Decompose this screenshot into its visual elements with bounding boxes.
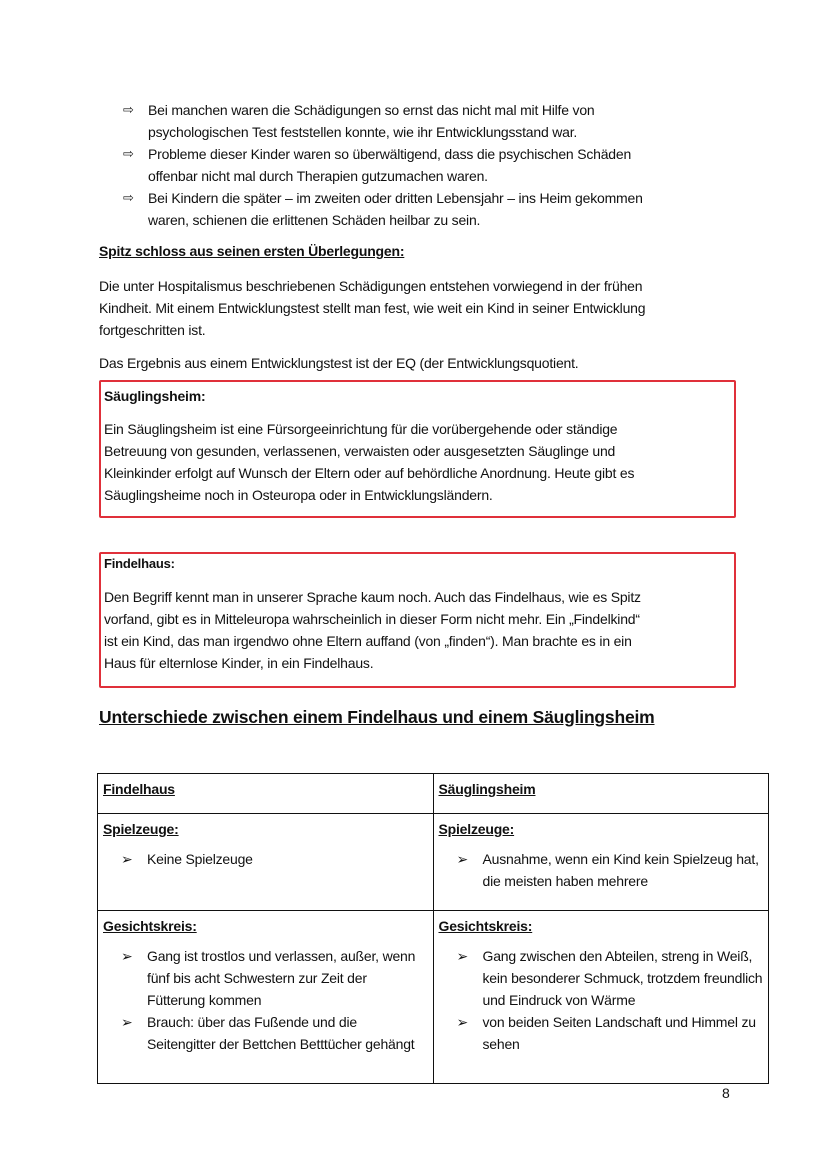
- list-item: [121, 945, 428, 1011]
- table-header-row: [98, 774, 769, 814]
- spitz-para-line: Die unter Hospitalismus beschriebenen Schädigungen entstehen vorwiegend in der frühen: [99, 278, 643, 294]
- table-cell: [98, 814, 434, 911]
- table-cell: [98, 911, 434, 1084]
- bullet-line: waren, schienen die erlittenen Schäden heilbar zu sein.: [148, 212, 481, 228]
- list-item: [121, 1011, 428, 1055]
- list-item-text: Ausnahme, wenn ein Kind kein Spielzeug hat, die meisten haben mehrere: [482, 851, 759, 889]
- list-item: [456, 945, 764, 1011]
- list-item-text: Gang zwischen den Abteilen, streng in Weiß, kein besonderer Schmuck, trotzdem freundlich und Eindruck von Wärme: [482, 948, 763, 1008]
- box-line: Kleinkinder erfolgt auf Wunsch der Eltern oder auf behördliche Anordnung. Heute gibt es: [104, 465, 635, 481]
- arrowhead-bullet-icon: ➢: [456, 1014, 469, 1030]
- arrowhead-bullet-icon: ➢: [121, 1014, 133, 1030]
- spitz-para-line: fortgeschritten ist.: [99, 322, 206, 338]
- list-item-text: von beiden Seiten Landschaft und Himmel zu sehen: [482, 1014, 756, 1052]
- eq-paragraph: Das Ergebnis aus einem Entwicklungstest ist der EQ (der Entwicklungsquotient.: [99, 355, 579, 371]
- box-line: Betreuung von gesunden, verlassenen, verwaisten oder ausgesetzten Säuglinge und: [104, 443, 616, 459]
- table-cell: [433, 814, 769, 911]
- bullet-line: Bei Kindern die später – im zweiten oder dritten Lebensjahr – ins Heim gekommen: [148, 190, 643, 206]
- cell-label: Spielzeuge:: [438, 821, 515, 837]
- box-line: Haus für elternlose Kinder, in ein Findelhaus.: [104, 655, 374, 671]
- table-row: [98, 911, 769, 1084]
- arrow-bullet-icon: ⇨: [123, 146, 134, 161]
- list-item: [456, 848, 764, 892]
- spitz-heading: Spitz schloss aus seinen ersten Überlegungen:: [99, 243, 405, 259]
- table-header-cell: [98, 774, 434, 814]
- bullet-line: Probleme dieser Kinder waren so überwältigend, dass die psychischen Schäden: [148, 146, 632, 162]
- table-header-cell: [433, 774, 769, 814]
- arrowhead-bullet-icon: ➢: [121, 948, 133, 964]
- spitz-para-line: Kindheit. Mit einem Entwicklungstest stellt man fest, wie weit ein Kind in seiner Entwicklung: [99, 300, 646, 316]
- box-line: Säuglingsheime noch in Osteuropa oder in Entwicklungsländern.: [104, 487, 493, 503]
- cell-label: Gesichtskreis:: [438, 918, 533, 934]
- arrow-bullet-icon: ⇨: [123, 190, 134, 205]
- list-item: [456, 1011, 764, 1055]
- list-item: [121, 848, 428, 870]
- header-label: Säuglingsheim: [438, 781, 536, 797]
- box-title: Findelhaus:: [104, 556, 175, 571]
- box-line: vorfand, gibt es in Mitteleuropa wahrscheinlich in dieser Form nicht mehr. Ein „Findelkind“: [104, 611, 640, 627]
- comparison-table: [97, 773, 769, 1084]
- bullet-line: Bei manchen waren die Schädigungen so ernst das nicht mal mit Hilfe von: [148, 102, 595, 118]
- cell-list: [439, 945, 764, 1055]
- box-line: Ein Säuglingsheim ist eine Fürsorgeeinrichtung für die vorübergehende oder ständige: [104, 421, 618, 437]
- arrowhead-bullet-icon: ➢: [456, 948, 469, 964]
- cell-list: [103, 848, 428, 870]
- cell-list: [103, 945, 428, 1055]
- header-label: Findelhaus: [103, 781, 175, 797]
- list-item-text: Keine Spielzeuge: [147, 851, 253, 867]
- cell-label: Spielzeuge:: [103, 821, 179, 837]
- page-number: 8: [722, 1085, 730, 1101]
- box-title: Säuglingsheim:: [104, 388, 206, 404]
- list-item-text: Gang ist trostlos und verlassen, außer, wenn fünf bis acht Schwestern zur Zeit der Fütterung kommen: [147, 948, 416, 1008]
- arrow-bullet-icon: ⇨: [123, 102, 134, 117]
- bullet-line: psychologischen Test feststellen konnte, wie ihr Entwicklungsstand war.: [148, 124, 578, 140]
- cell-label: Gesichtskreis:: [103, 918, 197, 934]
- box-line: Den Begriff kennt man in unserer Sprache kaum noch. Auch das Findelhaus, wie es Spitz: [104, 589, 641, 605]
- box-line: ist ein Kind, das man irgendwo ohne Eltern auffand (von „finden“). Man brachte es in ein: [104, 633, 632, 649]
- arrowhead-bullet-icon: ➢: [456, 851, 469, 867]
- table-cell: [433, 911, 769, 1084]
- list-item-text: Brauch: über das Fußende und die Seitengitter der Bettchen Betttücher gehängt: [147, 1014, 415, 1052]
- arrowhead-bullet-icon: ➢: [121, 851, 133, 867]
- bullet-line: offenbar nicht mal durch Therapien gutzumachen waren.: [148, 168, 488, 184]
- table-row: [98, 814, 769, 911]
- section-heading: Unterschiede zwischen einem Findelhaus und einem Säuglingsheim: [99, 707, 655, 727]
- cell-list: [439, 848, 764, 892]
